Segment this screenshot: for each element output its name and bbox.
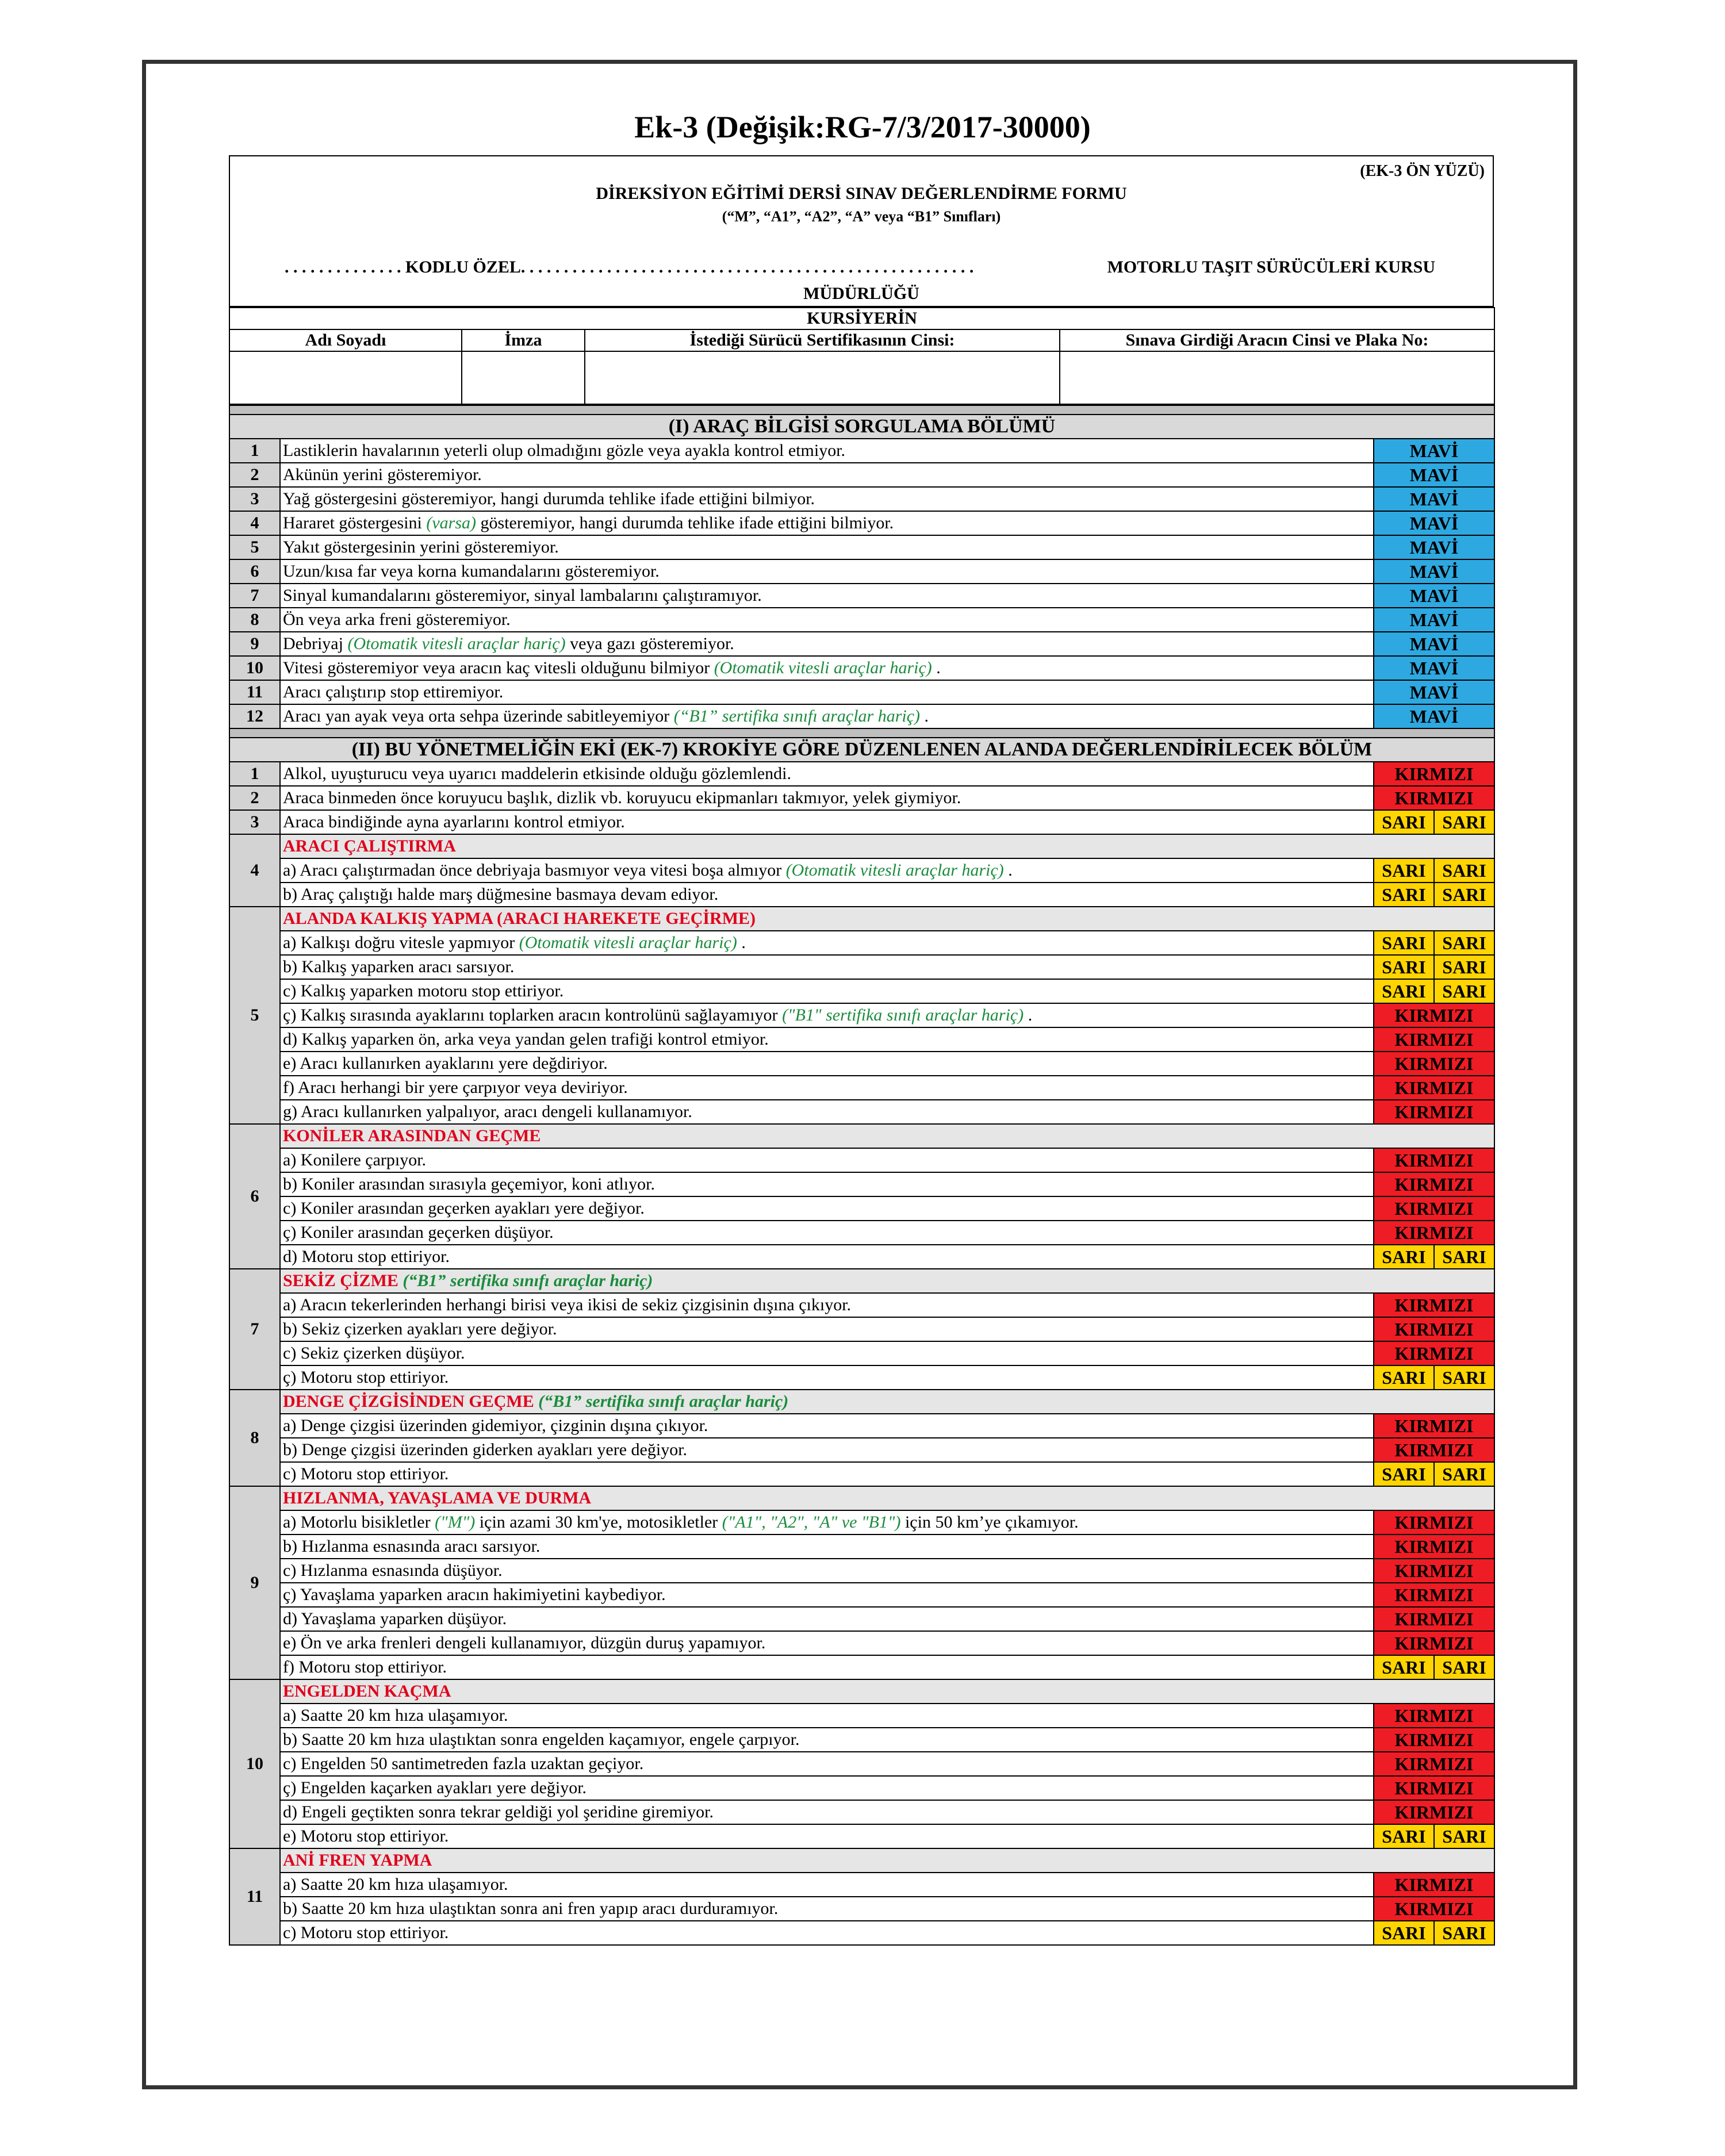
result-mavi[interactable]: MAVİ — [1374, 584, 1494, 608]
row-text: g) Aracı kullanırken yalpalıyor, aracı dengeli kullanamıyor. — [280, 1100, 1374, 1124]
table-row — [229, 1655, 1494, 1679]
table-row — [229, 1052, 1494, 1076]
row-number: 6 — [229, 1124, 280, 1269]
row-text: Yağ göstergesini gösteremiyor, hangi durumda tehlike ifade ettiğini bilmiyor. — [280, 487, 1374, 511]
signature-field[interactable] — [462, 351, 585, 404]
table-row — [229, 1027, 1494, 1052]
row-text: d) Yavaşlama yaparken düşüyor. — [280, 1607, 1374, 1631]
row-text: b) Hızlanma esnasında aracı sarsıyor. — [280, 1534, 1374, 1559]
note-text: (“B1” sertifika sınıfı araçlar hariç) — [402, 1271, 653, 1290]
result-sari[interactable]: SARI — [1374, 979, 1434, 1003]
row-text: Araca bindiğinde ayna ayarlarını kontrol etmiyor. — [280, 810, 1374, 834]
row-number: 10 — [229, 1679, 280, 1848]
table-row — [229, 1172, 1494, 1196]
row-text: Lastiklerin havalarının yeterli olup olmadığını gözle veya ayakla kontrol etmiyor. — [280, 439, 1374, 463]
result-kirmizi[interactable]: KIRMIZI — [1374, 1414, 1494, 1438]
result-kirmizi[interactable]: KIRMIZI — [1374, 1317, 1494, 1341]
row-text: b) Denge çizgisi üzerinden giderken ayakları yere değiyor. — [280, 1438, 1374, 1462]
result-sari[interactable]: SARI — [1434, 1462, 1494, 1486]
row-text: Aracı çalıştırıp stop ettiremiyor. — [280, 680, 1374, 704]
row-text: b) Araç çalıştığı halde marş düğmesine basmaya devam ediyor. — [280, 883, 1374, 907]
row-text: d) Motoru stop ettiriyor. — [280, 1245, 1374, 1269]
row-text: ç) Kalkış sırasında ayaklarını toplarken aracın kontrolünü sağlayamıyor ("B1" sertifika sınıfı araçlar hariç) . — [280, 1003, 1374, 1027]
row-number: 5 — [229, 535, 280, 559]
table-row — [229, 511, 1494, 535]
row-number: 11 — [229, 680, 280, 704]
group-heading: KONİLER ARASINDAN GEÇME — [280, 1124, 1494, 1148]
table-row — [229, 1873, 1494, 1897]
col-certificate: İstediği Sürücü Sertifikasının Cinsi: — [585, 329, 1060, 351]
row-text: f) Motoru stop ettiriyor. — [280, 1655, 1374, 1679]
table-row — [229, 1607, 1494, 1631]
section-divider — [229, 405, 1494, 415]
row-text: a) Aracın tekerlerinden herhangi birisi veya ikisi de sekiz çizgisinin dışına çıkıyor. — [280, 1293, 1374, 1317]
vehicle-field[interactable] — [1060, 351, 1494, 404]
col-name: Adı Soyadı — [229, 329, 462, 351]
row-text: Araca binmeden önce koruyucu başlık, dizlik vb. koruyucu ekipmanları takmıyor, yelek giymiyor. — [280, 786, 1374, 810]
table-row — [229, 1148, 1494, 1172]
result-sari[interactable]: SARI — [1374, 858, 1434, 883]
table-row — [229, 1559, 1494, 1583]
table-row — [229, 632, 1494, 656]
row-text: b) Saatte 20 km hıza ulaştıktan sonra engelden kaçamıyor, engele çarpıyor. — [280, 1728, 1374, 1752]
school-line: . . . . . . . . . . . . . . KODLU ÖZEL. . . . . . . . . . . . . . . . . . . . . . . . . . . . . . . . . . . . . . . . . . . . . . . . . . . . . — [285, 258, 974, 277]
table-row — [229, 1631, 1494, 1655]
section-divider — [229, 728, 1494, 738]
result-mavi[interactable]: MAVİ — [1374, 559, 1494, 584]
result-kirmizi[interactable]: KIRMIZI — [1374, 1027, 1494, 1052]
group-heading-row — [229, 1486, 1494, 1510]
row-number: 4 — [229, 511, 280, 535]
result-sari[interactable]: SARI — [1374, 1365, 1434, 1390]
row-text: e) Motoru stop ettiriyor. — [280, 1824, 1374, 1848]
result-sari[interactable]: SARI — [1374, 931, 1434, 955]
school-tail: MOTORLU TAŞIT SÜRÜCÜLERİ KURSU — [1107, 258, 1435, 277]
group-heading-row — [229, 1390, 1494, 1414]
group-heading-row — [229, 1124, 1494, 1148]
table-row — [229, 1293, 1494, 1317]
table-row — [229, 955, 1494, 979]
col-vehicle: Sınava Girdiği Aracın Cinsi ve Plaka No: — [1060, 329, 1494, 351]
evaluation-table — [229, 405, 1495, 1946]
result-kirmizi[interactable]: KIRMIZI — [1374, 786, 1494, 810]
result-sari[interactable]: SARI — [1434, 1655, 1494, 1679]
trainee-label: KURSİYERİN — [229, 308, 1494, 329]
table-row — [229, 463, 1494, 487]
row-text: c) Koniler arasından geçerken ayakları yere değiyor. — [280, 1196, 1374, 1221]
directorate-label: MÜDÜRLÜĞÜ — [803, 284, 919, 303]
row-number: 8 — [229, 608, 280, 632]
table-row — [229, 584, 1494, 608]
row-text: ç) Engelden kaçarken ayakları yere değiyor. — [280, 1776, 1374, 1800]
result-kirmizi[interactable]: KIRMIZI — [1374, 1438, 1494, 1462]
row-text: Sinyal kumandalarını gösteremiyor, sinyal lambalarını çalıştıramıyor. — [280, 584, 1374, 608]
table-row — [229, 1776, 1494, 1800]
row-text: c) Kalkış yaparken motoru stop ettiriyor. — [280, 979, 1374, 1003]
table-row — [229, 1921, 1494, 1945]
front-label: (EK-3 ÖN YÜZÜ) — [1360, 162, 1485, 180]
row-number: 2 — [229, 463, 280, 487]
result-sari[interactable]: SARI — [1434, 1365, 1494, 1390]
result-sari[interactable]: SARI — [1434, 955, 1494, 979]
form-content — [229, 155, 1494, 1946]
row-number: 8 — [229, 1390, 280, 1486]
table-row — [229, 1752, 1494, 1776]
group-heading-row — [229, 1269, 1494, 1293]
group-heading: ALANDA KALKIŞ YAPMA (ARACI HAREKETE GEÇİRME) — [280, 907, 1494, 931]
table-row — [229, 535, 1494, 559]
row-number: 6 — [229, 559, 280, 584]
table-row — [229, 1317, 1494, 1341]
result-kirmizi[interactable]: KIRMIZI — [1374, 1559, 1494, 1583]
result-kirmizi[interactable]: KIRMIZI — [1374, 762, 1494, 786]
row-text: b) Koniler arasından sırasıyla geçemiyor, koni atlıyor. — [280, 1172, 1374, 1196]
result-kirmizi[interactable]: KIRMIZI — [1374, 1897, 1494, 1921]
row-number: 1 — [229, 762, 280, 786]
table-row — [229, 1100, 1494, 1124]
result-kirmizi[interactable]: KIRMIZI — [1374, 1293, 1494, 1317]
result-kirmizi[interactable]: KIRMIZI — [1374, 1534, 1494, 1559]
section1-title: (I) ARAÇ BİLGİSİ SORGULAMA BÖLÜMÜ — [229, 415, 1494, 439]
row-text: b) Sekiz çizerken ayakları yere değiyor. — [280, 1317, 1374, 1341]
row-text: ç) Yavaşlama yaparken aracın hakimiyetini kaybediyor. — [280, 1583, 1374, 1607]
row-text: e) Ön ve arka frenleri dengeli kullanamıyor, düzgün duruş yapamıyor. — [280, 1631, 1374, 1655]
note-text: (varsa) — [426, 513, 477, 532]
table-row — [229, 1341, 1494, 1365]
group-heading-row — [229, 1679, 1494, 1704]
result-mavi[interactable]: MAVİ — [1374, 704, 1494, 728]
table-row — [229, 786, 1494, 810]
row-number: 10 — [229, 656, 280, 680]
result-kirmizi[interactable]: KIRMIZI — [1374, 1607, 1494, 1631]
col-signature: İmza — [462, 329, 585, 351]
result-sari[interactable]: SARI — [1374, 1655, 1434, 1679]
table-row — [229, 559, 1494, 584]
row-text: d) Kalkış yaparken ön, arka veya yandan gelen trafiği kontrol etmiyor. — [280, 1027, 1374, 1052]
note-text: (Otomatik vitesli araçlar hariç) — [714, 658, 932, 677]
result-mavi[interactable]: MAVİ — [1374, 680, 1494, 704]
row-text: e) Aracı kullanırken ayaklarını yere değdiriyor. — [280, 1052, 1374, 1076]
row-number: 12 — [229, 704, 280, 728]
row-text: Hararet göstergesini (varsa) gösteremiyor, hangi durumda tehlike ifade ettiğini bilmiyor. — [280, 511, 1374, 535]
row-text: Debriyaj (Otomatik vitesli araçlar hariç) veya gazı gösteremiyor. — [280, 632, 1374, 656]
row-number: 5 — [229, 907, 280, 1124]
note-text: ("M") — [435, 1513, 476, 1532]
table-row — [229, 1704, 1494, 1728]
table-row — [229, 1196, 1494, 1221]
table-row — [229, 1221, 1494, 1245]
group-heading-row — [229, 834, 1494, 858]
result-kirmizi[interactable]: KIRMIZI — [1374, 1704, 1494, 1728]
note-text: (Otomatik vitesli araçlar hariç) — [347, 634, 566, 653]
result-sari[interactable]: SARI — [1434, 810, 1494, 834]
result-sari[interactable]: SARI — [1434, 1921, 1494, 1945]
table-row — [229, 810, 1494, 834]
result-kirmizi[interactable]: KIRMIZI — [1374, 1003, 1494, 1027]
form-header — [229, 155, 1494, 307]
table-row — [229, 1462, 1494, 1486]
table-row — [229, 1076, 1494, 1100]
result-kirmizi[interactable]: KIRMIZI — [1374, 1148, 1494, 1172]
note-text: (“B1” sertifika sınıfı araçlar hariç) — [538, 1392, 789, 1411]
table-row — [229, 680, 1494, 704]
result-mavi[interactable]: MAVİ — [1374, 632, 1494, 656]
row-text: Akünün yerini gösteremiyor. — [280, 463, 1374, 487]
row-text: b) Saatte 20 km hıza ulaştıktan sonra ani fren yapıp aracı durduramıyor. — [280, 1897, 1374, 1921]
result-mavi[interactable]: MAVİ — [1374, 511, 1494, 535]
group-heading: HIZLANMA, YAVAŞLAMA VE DURMA — [280, 1486, 1494, 1510]
group-heading: ARACI ÇALIŞTIRMA — [280, 834, 1494, 858]
result-mavi[interactable]: MAVİ — [1374, 608, 1494, 632]
table-row — [229, 439, 1494, 463]
section2-heading — [229, 738, 1494, 762]
row-number: 11 — [229, 1848, 280, 1945]
row-text: b) Kalkış yaparken aracı sarsıyor. — [280, 955, 1374, 979]
row-number: 9 — [229, 632, 280, 656]
row-text: c) Engelden 50 santimetreden fazla uzaktan geçiyor. — [280, 1752, 1374, 1776]
row-text: Alkol, uyuşturucu veya uyarıcı maddelerin etkisinde olduğu gözlemlendi. — [280, 762, 1374, 786]
result-kirmizi[interactable]: KIRMIZI — [1374, 1776, 1494, 1800]
row-text: a) Saatte 20 km hıza ulaşamıyor. — [280, 1704, 1374, 1728]
result-sari[interactable]: SARI — [1374, 883, 1434, 907]
result-sari[interactable]: SARI — [1374, 1462, 1434, 1486]
note-text: (Otomatik vitesli araçlar hariç) — [519, 933, 737, 952]
result-sari[interactable]: SARI — [1374, 1921, 1434, 1945]
row-text: c) Hızlanma esnasında düşüyor. — [280, 1559, 1374, 1583]
table-row — [229, 1365, 1494, 1390]
table-row — [229, 1728, 1494, 1752]
table-row — [229, 883, 1494, 907]
result-kirmizi[interactable]: KIRMIZI — [1374, 1172, 1494, 1196]
row-text: ç) Koniler arasından geçerken düşüyor. — [280, 1221, 1374, 1245]
table-row — [229, 1245, 1494, 1269]
group-heading: SEKİZ ÇİZME (“B1” sertifika sınıfı araçlar hariç) — [280, 1269, 1494, 1293]
result-kirmizi[interactable]: KIRMIZI — [1374, 1341, 1494, 1365]
result-mavi[interactable]: MAVİ — [1374, 656, 1494, 680]
row-text: a) Motorlu bisikletler ("M") için azami 30 km'ye, motosikletler ("A1", "A2", "A" ve "B1") için 50 km’ye çıkamıyor. — [280, 1510, 1374, 1534]
result-kirmizi[interactable]: KIRMIZI — [1374, 1873, 1494, 1897]
result-mavi[interactable]: MAVİ — [1374, 439, 1494, 463]
note-text: (Otomatik vitesli araçlar hariç) — [785, 861, 1004, 880]
result-kirmizi[interactable]: KIRMIZI — [1374, 1631, 1494, 1655]
result-sari[interactable]: SARI — [1374, 955, 1434, 979]
note-text: ("A1", "A2", "A" ve "B1") — [722, 1513, 901, 1532]
table-row — [229, 1438, 1494, 1462]
result-sari[interactable]: SARI — [1434, 883, 1494, 907]
table-row — [229, 979, 1494, 1003]
table-row — [229, 704, 1494, 728]
row-text: a) Aracı çalıştırmadan önce debriyaja basmıyor veya vitesi boşa almıyor (Otomatik vitesli araçlar hariç) . — [280, 858, 1374, 883]
table-row — [229, 762, 1494, 786]
result-sari[interactable]: SARI — [1374, 1245, 1434, 1269]
row-text: a) Kalkışı doğru vitesle yapmıyor (Otomatik vitesli araçlar hariç) . — [280, 931, 1374, 955]
table-row — [229, 1824, 1494, 1848]
result-sari[interactable]: SARI — [1434, 1824, 1494, 1848]
result-mavi[interactable]: MAVİ — [1374, 487, 1494, 511]
row-text: Uzun/kısa far veya korna kumandalarını gösteremiyor. — [280, 559, 1374, 584]
result-sari[interactable]: SARI — [1374, 810, 1434, 834]
table-row — [229, 1003, 1494, 1027]
table-row — [229, 1510, 1494, 1534]
name-field[interactable] — [229, 351, 462, 404]
result-sari[interactable]: SARI — [1434, 979, 1494, 1003]
table-row — [229, 1800, 1494, 1824]
row-number: 2 — [229, 786, 280, 810]
result-sari[interactable]: SARI — [1434, 931, 1494, 955]
result-kirmizi[interactable]: KIRMIZI — [1374, 1728, 1494, 1752]
row-text: Yakıt göstergesinin yerini gösteremiyor. — [280, 535, 1374, 559]
row-number: 3 — [229, 487, 280, 511]
row-number: 7 — [229, 1269, 280, 1390]
table-row — [229, 931, 1494, 955]
result-kirmizi[interactable]: KIRMIZI — [1374, 1752, 1494, 1776]
result-kirmizi[interactable]: KIRMIZI — [1374, 1052, 1494, 1076]
result-sari[interactable]: SARI — [1434, 1245, 1494, 1269]
row-text: c) Sekiz çizerken düşüyor. — [280, 1341, 1374, 1365]
row-number: 3 — [229, 810, 280, 834]
row-text: Ön veya arka freni gösteremiyor. — [280, 608, 1374, 632]
row-text: a) Konilere çarpıyor. — [280, 1148, 1374, 1172]
group-heading: ANİ FREN YAPMA — [280, 1848, 1494, 1873]
result-kirmizi[interactable]: KIRMIZI — [1374, 1196, 1494, 1221]
document-title: Ek-3 (Değişik:RG-7/3/2017-30000) — [634, 110, 1091, 144]
row-number: 1 — [229, 439, 280, 463]
row-number: 9 — [229, 1486, 280, 1679]
row-text: Vitesi gösteremiyor veya aracın kaç vitesli olduğunu bilmiyor (Otomatik vitesli araçlar hariç) . — [280, 656, 1374, 680]
row-text: Aracı yan ayak veya orta sehpa üzerinde sabitleyemiyor (“B1” sertifika sınıfı araçlar hariç) . — [280, 704, 1374, 728]
result-kirmizi[interactable]: KIRMIZI — [1374, 1221, 1494, 1245]
table-row — [229, 1414, 1494, 1438]
row-text: d) Engeli geçtikten sonra tekrar geldiği yol şeridine giremiyor. — [280, 1800, 1374, 1824]
result-kirmizi[interactable]: KIRMIZI — [1374, 1583, 1494, 1607]
result-kirmizi[interactable]: KIRMIZI — [1374, 1510, 1494, 1534]
result-kirmizi[interactable]: KIRMIZI — [1374, 1076, 1494, 1100]
section1-heading — [229, 415, 1494, 439]
row-number: 4 — [229, 834, 280, 907]
table-row — [229, 608, 1494, 632]
row-text: a) Denge çizgisi üzerinden gidemiyor, çizginin dışına çıkıyor. — [280, 1414, 1374, 1438]
note-text: ("B1" sertifika sınıfı araçlar hariç) — [782, 1006, 1024, 1025]
result-sari[interactable]: SARI — [1434, 858, 1494, 883]
group-heading: ENGELDEN KAÇMA — [280, 1679, 1494, 1704]
row-text: a) Saatte 20 km hıza ulaşamıyor. — [280, 1873, 1374, 1897]
row-text: ç) Motoru stop ettiriyor. — [280, 1365, 1374, 1390]
table-row — [229, 1583, 1494, 1607]
section2-title: (II) BU YÖNETMELİĞİN EKİ (EK-7) KROKİYE GÖRE DÜZENLENEN ALANDA DEĞERLENDİRİLECEK BÖLÜM — [229, 738, 1494, 762]
table-row — [229, 1897, 1494, 1921]
result-mavi[interactable]: MAVİ — [1374, 463, 1494, 487]
group-heading: DENGE ÇİZGİSİNDEN GEÇME (“B1” sertifika sınıfı araçlar hariç) — [280, 1390, 1494, 1414]
table-row — [229, 656, 1494, 680]
group-heading-row — [229, 907, 1494, 931]
result-kirmizi[interactable]: KIRMIZI — [1374, 1100, 1494, 1124]
note-text: (“B1” sertifika sınıfı araçlar hariç) — [673, 707, 921, 726]
row-text: c) Motoru stop ettiriyor. — [280, 1921, 1374, 1945]
form-classes: (“M”, “A1”, “A2”, “A” veya “B1” Sınıfları) — [722, 208, 1001, 225]
trainee-table — [229, 307, 1495, 405]
row-text: c) Motoru stop ettiriyor. — [280, 1462, 1374, 1486]
table-row — [229, 487, 1494, 511]
result-sari[interactable]: SARI — [1374, 1824, 1434, 1848]
certificate-field[interactable] — [585, 351, 1060, 404]
form-title: DİREKSİYON EĞİTİMİ DERSİ SINAV DEĞERLENDİRME FORMU — [596, 184, 1127, 203]
row-number: 7 — [229, 584, 280, 608]
group-heading-row — [229, 1848, 1494, 1873]
table-row — [229, 858, 1494, 883]
table-row — [229, 1534, 1494, 1559]
result-kirmizi[interactable]: KIRMIZI — [1374, 1800, 1494, 1824]
row-text: f) Aracı herhangi bir yere çarpıyor veya deviriyor. — [280, 1076, 1374, 1100]
result-mavi[interactable]: MAVİ — [1374, 535, 1494, 559]
